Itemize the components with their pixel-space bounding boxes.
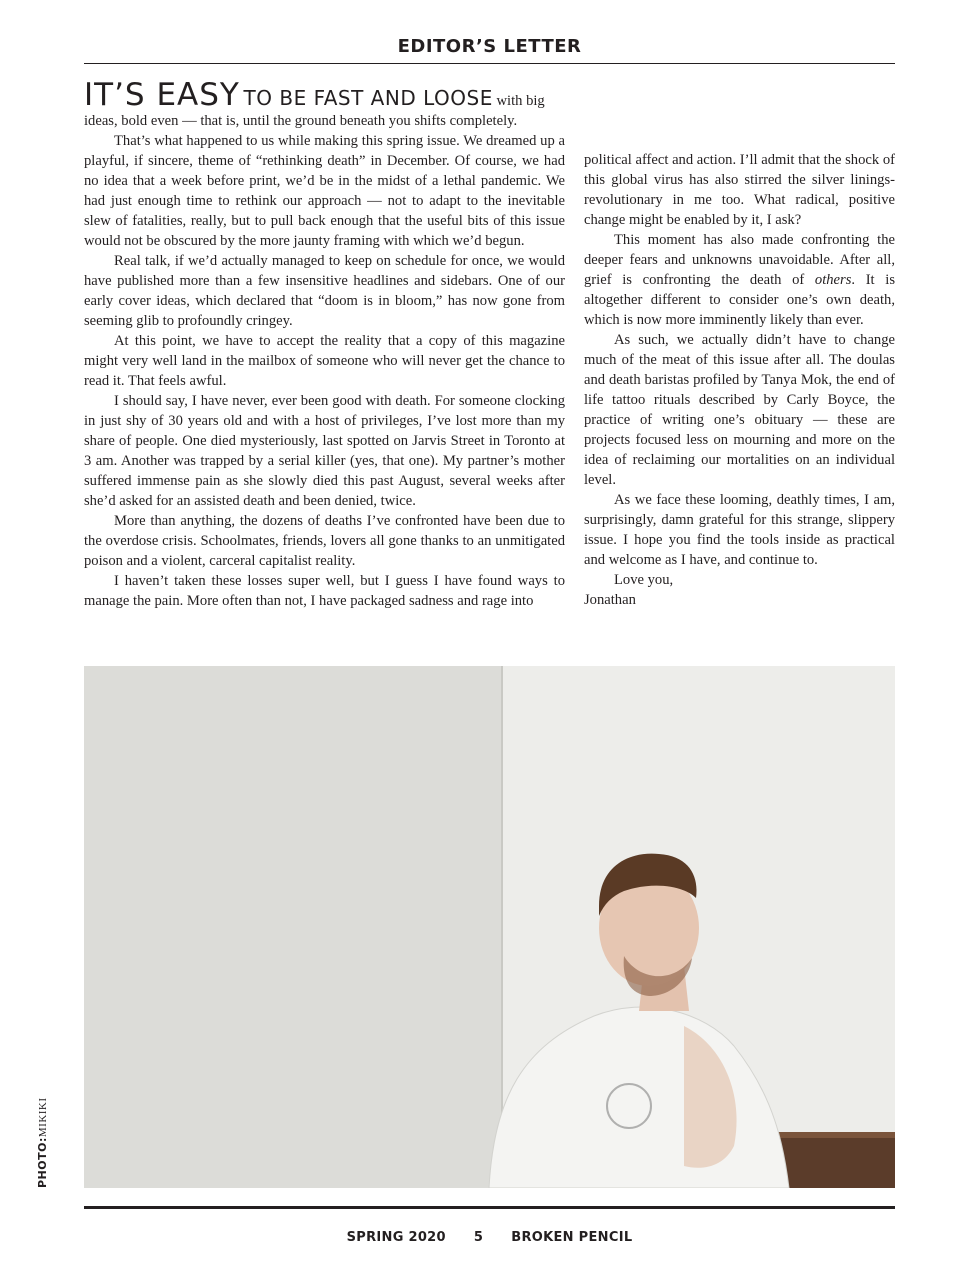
author-name: Jonathan <box>584 592 636 608</box>
paragraph: That’s what happened to us while making this spring issue. We dreamed up a playful, if sincere, theme of “rethinking death” in December. Of course, we had no idea that a week before print, we’d be in the midst of a lethal pandemic. We had just enough time to rethink our approach — not to adapt to the inevitable slew of fatalities, really, but to pull back enough that the useful bits of this issue would not be obscured by the more jaunty framing with which we’d begun. <box>84 133 565 249</box>
article-column-left <box>84 77 565 611</box>
paragraph: At this point, we have to accept the reality that a copy of this magazine might very well land in the mailbox of someone who will never get the chance to read it. That feels awful. <box>84 333 565 389</box>
article-lead <box>84 77 565 131</box>
paragraph-continuation: political affect and action. I’ll admit that the shock of this global virus has also stirred the silver linings-revolutionary in me too. What radical, positive change might be enabled by it, I ask? <box>584 152 895 228</box>
paragraph: Real talk, if we’d actually managed to keep on schedule for once, we would have published more than a few insensitive headlines and sidebars. One of our early cover ideas, which declared that “doom is in bloom,” has now gone from seeming glib to profoundly cringey. <box>84 253 565 329</box>
signoff: Love you, Jonathan <box>584 572 674 608</box>
issue-label: SPRING 2020 <box>346 1230 446 1245</box>
lead-headline: IT’S EASY <box>84 77 240 113</box>
photo-credit: PHOTO:MIKIKI <box>36 1097 49 1188</box>
paragraph: More than anything, the dozens of deaths I’ve confronted have been due to the overdose crisis. Schoolmates, friends, lovers all gone thanks to an unmitigated poison and a violent, carceral capitalist reality. <box>84 513 565 569</box>
magazine-name: BROKEN PENCIL <box>511 1230 633 1245</box>
page-number: 5 <box>473 1230 484 1245</box>
lead-subheadline: TO BE FAST AND LOOSE <box>243 86 493 110</box>
editor-photo <box>84 666 895 1188</box>
section-title: EDITOR’S LETTER <box>397 36 582 57</box>
paragraph: I should say, I have never, ever been good with death. For someone clocking in just shy of 30 years old and with a host of privileges, I’ve lost more than my share of people. One died mysteriously, last spotted on Jarvis Street in Toronto at 3 am. Another was trapped by a serial killer (yes, that one). My partner’s mother suffered immense pain as she slowly died this past August, several weeks after she’d asked for an assisted death and been denied, twice. <box>84 393 565 509</box>
paragraph: This moment has also made confronting the deeper fears and unknowns unavoidable. After all, grief is confronting the death of others. It is altogether different to consider one’s own death, which is now more imminently likely than ever. <box>584 232 895 328</box>
page-footer <box>84 1230 895 1245</box>
article-column-right <box>584 150 895 610</box>
paragraph: As such, we actually didn’t have to change much of the meat of this issue after all. The doulas and death baristas profiled by Tanya Mok, the end of life tattoo rituals described by Carly Boyce, the practice of writing one’s obituary — these are projects focused less on mourning and more on the idea of reclaiming our mortalities on an individual level. <box>584 332 895 488</box>
paragraph: I haven’t taken these losses super well, but I guess I have found ways to manage the pain. More often than not, I have packaged sadness and rage into <box>84 573 565 609</box>
lead-text: with big ideas, bold even — that is, until the ground beneath you shifts completely. <box>84 93 545 129</box>
paragraph: As we face these looming, deathly times, I am, surprisingly, damn grateful for this strange, slippery issue. I hope you find the tools inside as practical and welcome as I have, and continue to. <box>584 492 895 568</box>
footer-divider <box>84 1206 895 1209</box>
header-divider <box>84 63 895 64</box>
